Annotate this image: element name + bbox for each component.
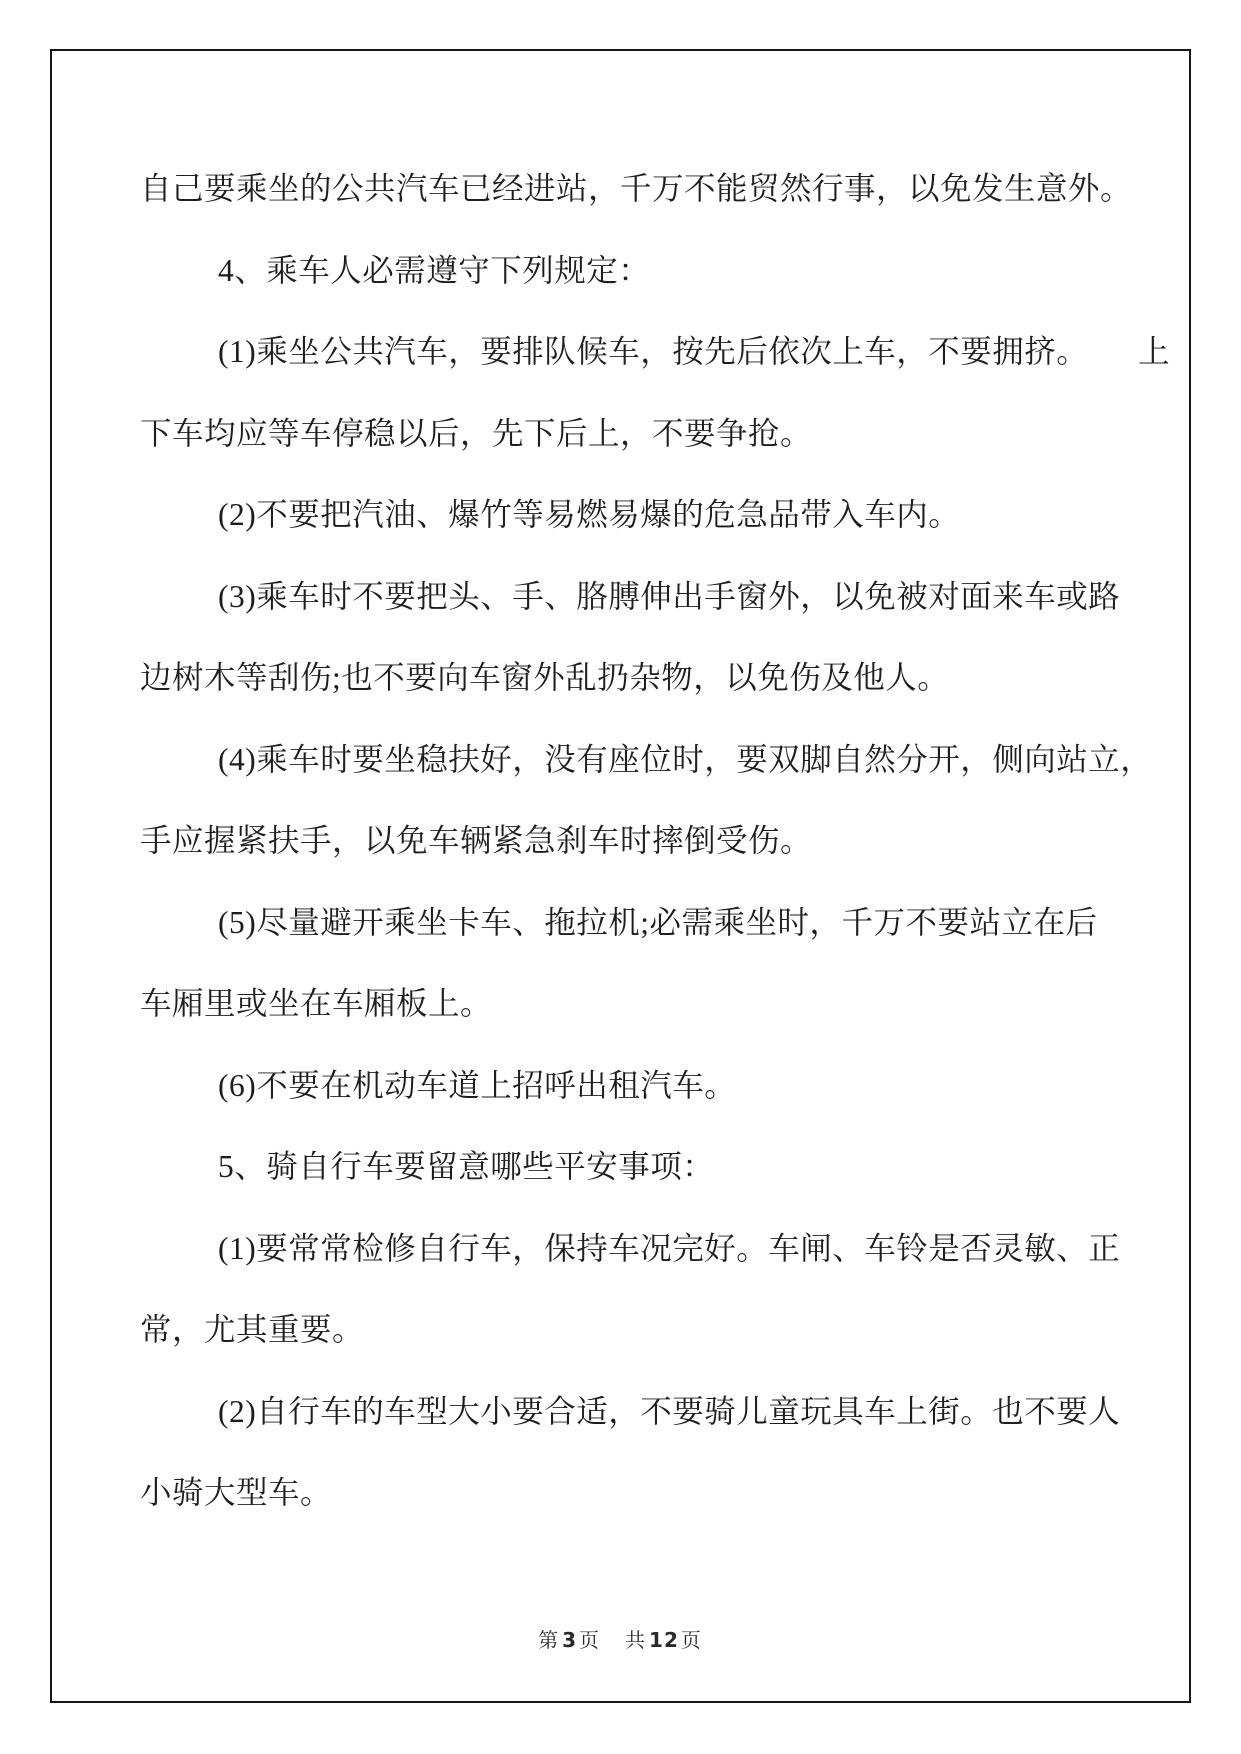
text-line: (4)乘车时要坐稳扶好，没有座位时，要双脚自然分开，侧向站立， [218,741,1153,777]
total-unit: 页 [680,1630,703,1652]
text-line-tail: 上 [1137,334,1170,369]
text-line: 小骑大型车。 [140,1475,333,1510]
page-prefix: 第 [538,1630,561,1652]
text-line [140,311,1170,393]
page-footer [0,1624,1241,1653]
total-pages-number: 12 [649,1628,679,1652]
text-line: 边树木等刮伤;也不要向车窗外乱扔杂物，以免伤及他人。 [140,660,950,695]
current-page-indicator [538,1624,601,1653]
text-line: (2)自行车的车型大小要合适，不要骑儿童玩具车上街。也不要人 [218,1393,1121,1429]
text-line: 手应握紧扶手，以免车辆紧急刹车时摔倒受伤。 [140,823,813,858]
text-line: 下车均应等车停稳以后，先下后上，不要争抢。 [140,415,813,451]
text-line: 自己要乘坐的公共汽车已经进站，千万不能贸然行事，以免发生意外。 [140,171,1133,206]
text-line: 常，尤其重要。 [140,1312,365,1347]
total-prefix: 共 [625,1630,648,1652]
text-line: (5)尽量避开乘坐卡车、拖拉机;必需乘坐时，千万不要站立在后 [218,904,1098,940]
text-line: 5、骑自行车要留意哪些平安事项： [218,1149,715,1184]
text-line: (1)要常常检修自行车，保持车况完好。车闸、车铃是否灵敏、正 [218,1230,1121,1266]
text-line: (6)不要在机动车道上招呼出租汽车。 [218,1067,737,1103]
text-line: (2)不要把汽油、爆竹等易燃易爆的危急品带入车内。 [218,497,961,532]
page-number: 3 [562,1628,578,1652]
document-body [140,148,1170,1534]
text-line-main: (1)乘坐公共汽车，要排队候车，按先后依次上车，不要拥挤。 [218,334,1089,369]
text-line: 车厢里或坐在车厢板上。 [140,986,493,1021]
page-unit: 页 [579,1630,602,1652]
text-line: (3)乘车时不要把头、手、胳膊伸出手窗外，以免被对面来车或路 [218,578,1121,614]
text-line: 4、乘车人必需遵守下列规定： [218,252,651,288]
total-pages-indicator [625,1624,703,1653]
